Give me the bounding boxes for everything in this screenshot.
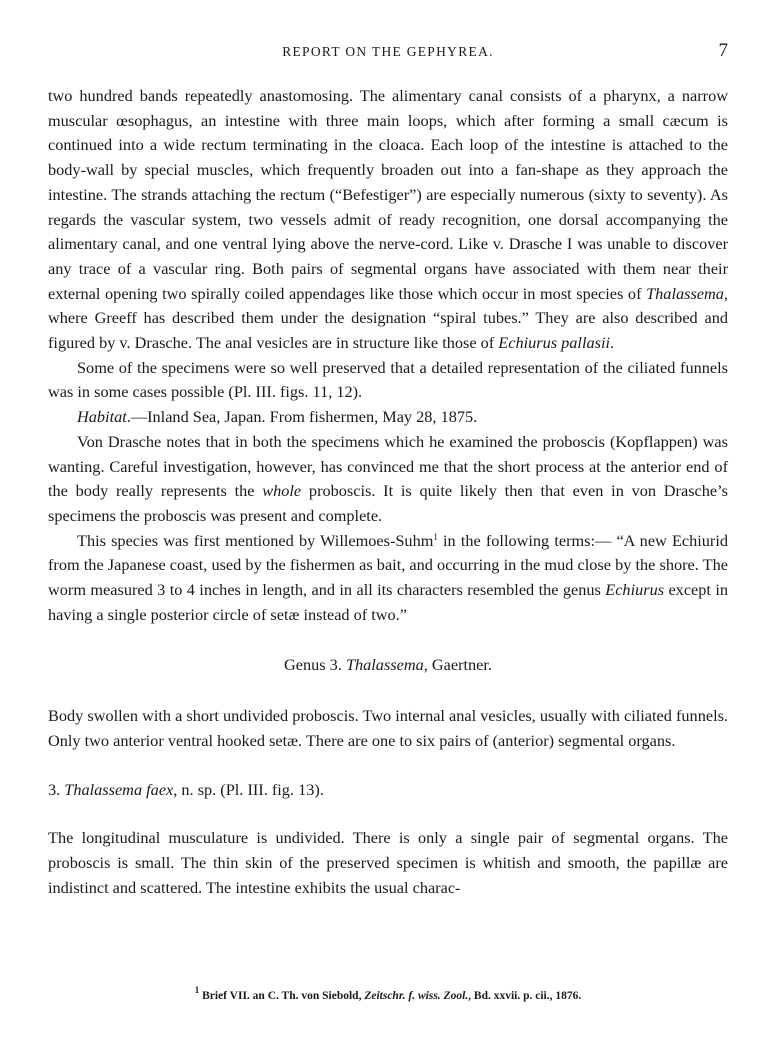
species-name-italic: Echiurus pallasii <box>498 333 611 353</box>
running-header <box>48 40 728 66</box>
page-number: 7 <box>718 40 728 61</box>
journal-title: Zeitschr. f. wiss. Zool. <box>364 990 469 1002</box>
footnote-reference: 1 <box>433 531 438 542</box>
paragraph-specimens: Some of the specimens were so well preserved that a detailed representation of the ciliated funnels was in some cases possible (Pl. III. figs. 11, 12). <box>48 357 728 402</box>
paragraph-genus-description: Body swollen with a short undivided proboscis. Two internal anal vesicles, usually with ciliated funnels. Only two anterior ventral hooked setæ. There are one to six pairs of (anterior) segmental organs. <box>48 706 728 750</box>
genus-name-italic: Thalassema <box>646 283 724 303</box>
running-title: REPORT ON THE GEPHYREA. <box>282 44 494 59</box>
footnote-marker: 1 <box>194 985 200 995</box>
species-heading: 3. Thalassema faex, n. sp. (Pl. III. fig. 13). <box>48 779 324 799</box>
footnote: $^1$ Brief VII. an C. Th. von Siebold, Zeitschr. f. wiss. Zool., Bd. xxvii. p. cii., 1876. <box>194 985 582 1002</box>
emphasis-whole: whole <box>262 481 302 501</box>
habitat-label: Habitat <box>77 407 127 427</box>
genus-heading: Genus 3. Thalassema, Gaertner. <box>283 655 493 675</box>
paragraph-quotation: This species was first mentioned by Willemoes-Suhm$^1$ in the following terms:— “A new Echiurid from the Japanese coast, used by the fishermen as bait, and occurring in the mud close by the shore. The worm measured 3 to 4 inches in length, and in all its characters resembled the genus Echiurus except in having a single posterior circle of setæ instead of two.” <box>48 530 729 624</box>
genus-name-italic: Echiurus <box>605 580 665 600</box>
paragraph-proboscis: Von Drasche notes that in both the specimens which he examined the proboscis (Kopflappen) was wanting. Careful investigation, however, has convinced me that the short process at the anterior end of the body really represents the whole proboscis. It is quite likely then that even in von Drasche’s specimens the proboscis was present and complete. <box>48 431 728 525</box>
paragraph-anatomy: two hundred bands repeatedly anastomosing. The alimentary canal consists of a pharynx, a narrow muscular œsophagus, an intestine with three main loops, which after forming a small cæcum is continued into a wide rectum terminating in the cloaca. Each loop of the intestine is attached to the body-wall by special muscles, which frequently broaden out into a fan-shape as they approach the intestine. The strands attaching the rectum (“Befestiger”) are especially numerous (sixty to seventy). As regards the vascular system, two vessels admit of ready recognition, one dorsal accompanying the alimentary canal, and one ventral lying above the nerve-cord. Like v. Drasche I was unable to discover any trace of a vascular ring. Both pairs of segmental organs have associated with them near their external opening two spirally coiled appendages like those which occur in most species of Thalassema, where Greeff has described them under the designation “spiral tubes.” They are also described and figured by v. Drasche. The anal vesicles are in structure like those of Echiurus pallasii. <box>48 86 728 353</box>
body-text <box>48 84 728 900</box>
paragraph-habitat: Habitat.—Inland Sea, Japan. From fishermen, May 28, 1875. <box>77 407 478 427</box>
paragraph-species-description: The longitudinal musculature is undivided. There is only a single pair of segmental organs. The proboscis is small. The thin skin of the preserved specimen is whitish and smooth, the papillæ are indistinct and scattered. The intestine exhibits the usual charac- <box>48 828 728 897</box>
